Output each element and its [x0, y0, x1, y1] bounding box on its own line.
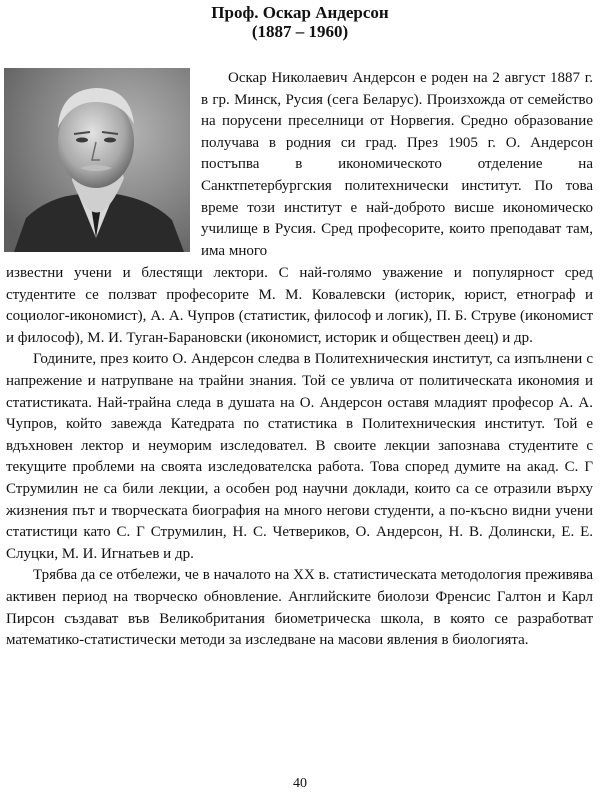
title-name: Проф. Оскар Андерсон: [211, 3, 389, 22]
portrait-photo: [4, 68, 190, 252]
paragraph-2: Годините, през които О. Андерсон следва в Политехническия институт, са изпълнени с напрежение и натрупване на трайни знания. Той се увлича от политическата икономия и статистиката. Най-трайна следа в душата на О. Андерсон оставя младият професор А. А. Чупров, който завежда Катедрата по статистика в Политехническия институт. Той е вдъхновен лектор и неуморим изследовател. В своите лекции запознава студентите с текущите проблеми на своята изследователска работа. Това според думите на акад. С. Г Струмилин не са били лекции, а особен род научни доклади, които са се отразили върху жизнения път и творческата биография на много негови студенти, а по-късно видни учени статистици като С. Г Струмилин, Н. С. Четвериков, О. Андерсон, Н. В. Долински, Е. Е. Слуцки, М. И. Игнатьев и др.: [6, 351, 593, 562]
page-title: [0, 3, 600, 41]
paragraph-3: Трябва да се отбележи, че в началото на ХХ в. статистическата методология преживява активен период на творческо обновление. Английските биолози Френсис Галтон и Карл Пирсон създават във Великобритания биометрическа школа, в която се разработват математико-статистически методи за изследване на масови явления в биологията.: [6, 567, 593, 649]
paragraph-1-intro: Оскар Николаевич Андерсон е роден на 2 август 1887 г. в гр. Минск, Русия (сега Беларус). Произхожда от семейство на порусени преселници от Норвегия. Средно образование получава в родния си град. През 1905 г. О. Андерсон постъпва в икономическото отделение на Санктпетербургския политехнически институт. По това време този институт е най-доброто висше икономическо училище в Русия. Сред професорите, които преподават там, има много: [201, 70, 593, 259]
title-years: (1887 – 1960): [251, 22, 349, 41]
paragraph-1-continued: известни учени и блестящи лектори. С най-голямо уважение и популярност сред студентите се ползват професорите М. М. Ковалевски (историк, юрист, етнограф и социолог-икономист), А. А. Чупров (статистик, философ и логик), П. Б. Струве (икономист и философ), М. И. Туган-Барановски (икономист, историк и обществен деец) и др.: [6, 265, 593, 346]
body-text-block: [6, 263, 593, 652]
page-number: 40: [293, 776, 307, 791]
intro-text-block: [201, 68, 593, 262]
